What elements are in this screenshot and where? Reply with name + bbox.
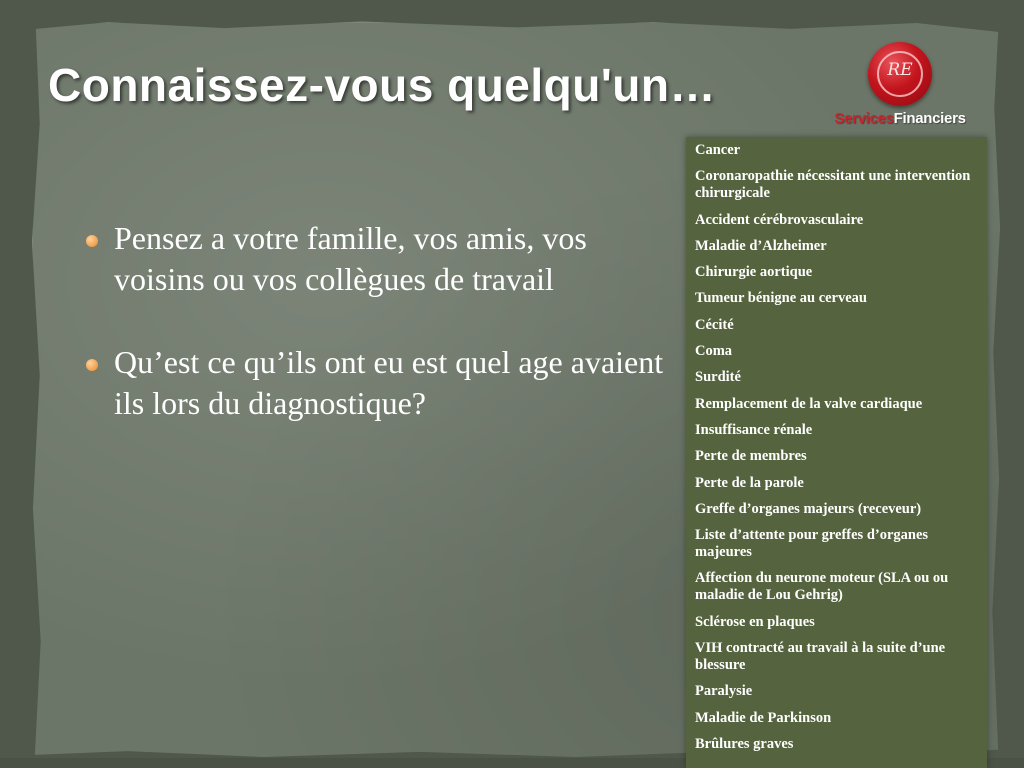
brand-name [820,110,980,127]
disease-item: Sclérose en plaques [695,613,815,630]
disease-item: Affection du neurone moteur (SLA ou ou maladie de Lou Gehrig) [695,570,949,604]
bullet-dot-icon [86,359,98,371]
disease-item: Maladie d’Alzheimer [695,237,827,254]
disease-item: Accident cérébrovasculaire [695,211,864,228]
bullet-text: Pensez a votre famille, vos amis, vos voisins ou vos collègues de travail [114,220,587,297]
disease-item: Maladie de Parkinson [695,709,832,726]
bullet-item [86,218,666,300]
disease-item: Tumeur bénigne au cerveau [695,290,867,307]
disease-item: Coronaropathie nécessitant une intervention chirurgicale [695,168,971,202]
bullet-item [86,342,666,424]
slide-title: Connaissez-vous quelqu'un… [48,59,716,111]
disease-item: Greffe d’organes majeurs (receveur) [695,500,922,517]
disease-item: Chirurgie aortique [695,264,813,281]
disease-list-panel [686,137,987,768]
disease-item: Liste d’attente pour greffes d’organes majeures [695,527,929,561]
bullet-list [86,218,666,466]
disease-item: Perte de membres [695,448,807,465]
brand-name-part2: Financiers [893,110,966,127]
disease-item: Paralysie [695,683,753,700]
disease-item: Insuffisance rénale [695,421,813,438]
company-logo [820,38,980,134]
seal-monogram: RE [887,60,913,80]
disease-item: Perte de la parole [695,474,804,491]
disease-item: VIH contracté au travail à la suite d’une blessure [695,640,946,674]
disease-item: Remplacement de la valve cardiaque [695,395,923,412]
bullet-dot-icon [86,235,98,247]
disease-item: Brûlures graves [695,735,794,752]
bullet-text: Qu’est ce qu’ils ont eu est quel age avaient ils lors du diagnostique? [114,344,664,421]
disease-item: Cancer [695,142,741,158]
disease-item: Coma [695,343,733,360]
disease-item: Surdité [695,369,741,386]
wax-seal-icon [868,42,932,106]
disease-list [686,137,987,756]
disease-item: Cécité [695,316,734,333]
brand-name-part1: Services [834,110,894,127]
